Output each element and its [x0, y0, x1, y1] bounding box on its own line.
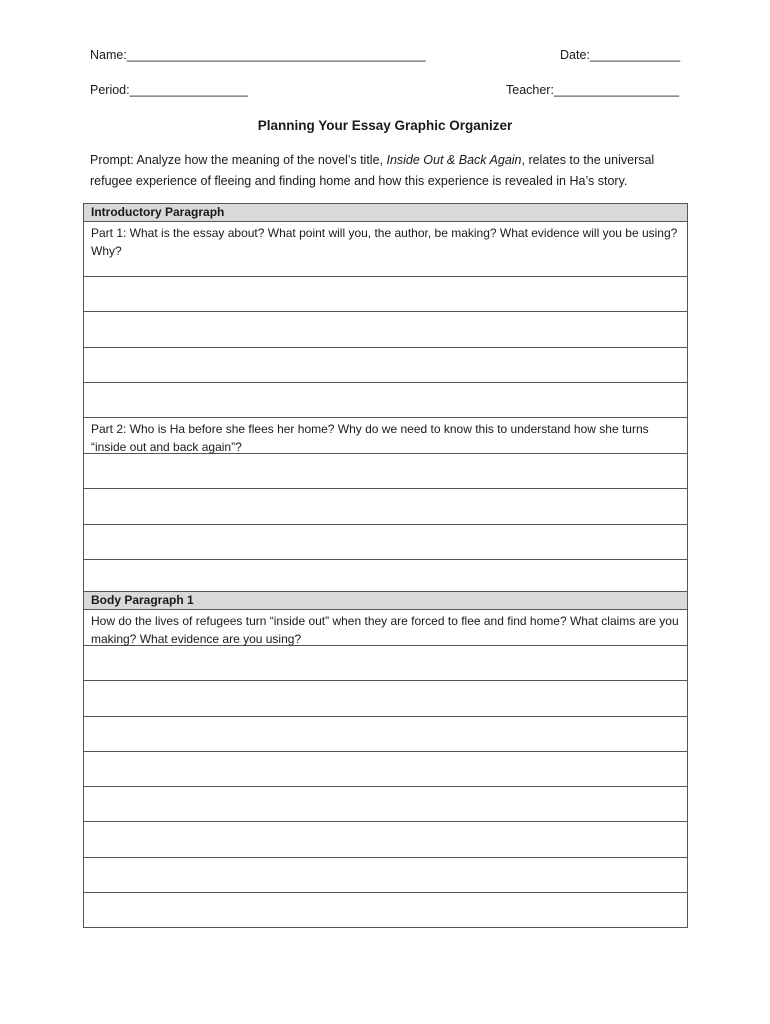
- answer-row[interactable]: [84, 893, 687, 928]
- answer-row[interactable]: [84, 348, 687, 383]
- body-1-question: How do the lives of refugees turn “inside out” when they are forced to flee and find home? What claims are you making? What evidence are you using?: [84, 610, 687, 646]
- book-title: Inside Out & Back Again: [386, 153, 522, 167]
- page-title: Planning Your Essay Graphic Organizer: [257, 118, 513, 133]
- period-field[interactable]: Period:_________________: [90, 83, 248, 97]
- answer-row[interactable]: [84, 681, 687, 716]
- answer-row[interactable]: [84, 822, 687, 857]
- answer-row[interactable]: [84, 752, 687, 787]
- answer-row[interactable]: [84, 312, 687, 347]
- answer-row[interactable]: [84, 489, 687, 524]
- date-field[interactable]: Date:_____________: [560, 48, 681, 62]
- part-2-question: Part 2: Who is Ha before she flees her home? Why do we need to know this to understand how she turns “inside out and back again”?: [84, 418, 687, 454]
- answer-row[interactable]: [84, 454, 687, 489]
- answer-row[interactable]: [84, 646, 687, 681]
- essay-prompt: [90, 150, 690, 192]
- answer-row[interactable]: [84, 717, 687, 752]
- section-heading: Body Paragraph 1: [84, 592, 687, 610]
- answer-row[interactable]: [84, 383, 687, 418]
- answer-row[interactable]: [84, 277, 687, 312]
- answer-row[interactable]: [84, 525, 687, 560]
- name-field[interactable]: Name:___________________________________________: [90, 48, 426, 62]
- section-heading: Introductory Paragraph: [84, 204, 687, 222]
- teacher-field[interactable]: Teacher:__________________: [506, 83, 680, 97]
- introductory-paragraph-section: [83, 203, 688, 595]
- body-paragraph-1-section: [83, 591, 688, 928]
- part-1-question: Part 1: What is the essay about? What point will you, the author, be making? What evidence will you be using? Why?: [84, 222, 687, 277]
- prompt-trail: , relates to the universal refugee experience of fleeing and finding home and how this experience is revealed in Ha’s story.: [90, 153, 655, 188]
- answer-row[interactable]: [84, 787, 687, 822]
- prompt-lead: Prompt: Analyze how the meaning of the novel’s title,: [90, 153, 387, 167]
- answer-row[interactable]: [84, 858, 687, 893]
